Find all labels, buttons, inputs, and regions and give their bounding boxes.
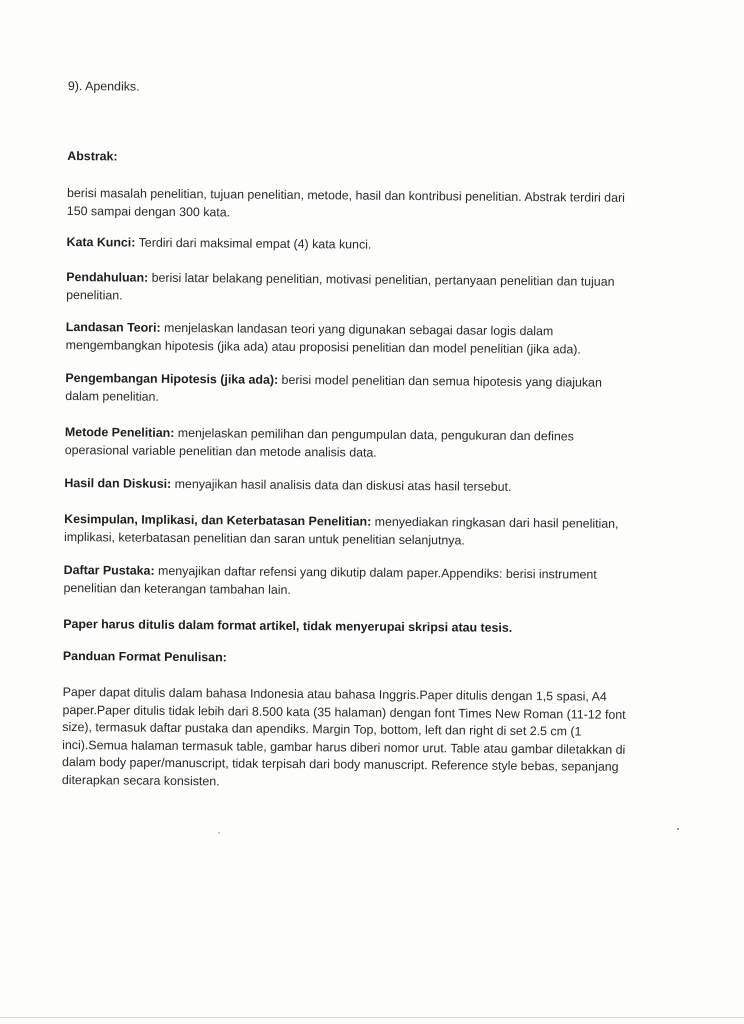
daftar-pustaka-label: Daftar Pustaka: [63,562,155,578]
landasan-teori-text: menjelaskan landasan teori yang digunakan sebagai dasar logis dalam mengembangkan hipotesis (jika ada) atau proposisi penelitian dan model penelitian (jika ada). [65,320,581,356]
metode-penelitian-label: Metode Penelitian: [64,424,175,440]
hasil-diskusi-paragraph [64,475,634,497]
abstrak-text: berisi masalah penelitian, tujuan penelitian, metode, hasil dan kontribusi penelitian. Abstrak terdiri dari 150 sampai dengan 300 kata. [66,185,625,219]
hasil-diskusi-label: Hasil dan Diskusi: [64,475,172,491]
kesimpulan-paragraph [64,511,634,551]
scan-speck [218,832,220,834]
pengembangan-hipotesis-label: Pengembangan Hipotesis (jika ada): [65,370,279,387]
kata-kunci-label: Kata Kunci: [66,234,136,250]
item-9-apendiks: 9). Apendiks. [67,78,140,94]
kesimpulan-text: menyediakan ringkasan dari hasil penelitian, implikasi, keterbatasan penelitian dan saran untuk penelitian selanjutnya. [63,514,619,547]
panduan-text: Paper dapat ditulis dalam bahasa Indonesia atau bahasa Inggris.Paper ditulis dengan 1,5 spasi, A4 paper.Paper ditulis tidak lebih dari 8.500 kata (35 halaman) dengan font Times New Roman (11-12 font size), termasuk daftar pustaka dan apendiks. Margin Top, bottom, left dan right di set 2.5 cm (1 inci).Semua halaman termasuk table, gambar harus diberi nomor urut. Table atau gambar diletakkan di dalam body paper/manuscript, tidak terpisah dari body manuscript. Reference style bebas, sepanjang diterapkan secara konsisten. [61,684,626,788]
pendahuluan-paragraph [66,269,636,309]
abstrak-heading: Abstrak: [67,148,118,164]
daftar-pustaka-text: menyajikan daftar refensi yang dikutip dalam paper.Appendiks: berisi instrument penelitian dan keterangan tambahan lain. [63,563,597,597]
kata-kunci-text: Terdiri dari maksimal empat (4) kata kunci. [138,235,372,252]
kesimpulan-label: Kesimpulan, Implikasi, dan Keterbatasan Penelitian: [64,511,372,529]
landasan-teori-label: Landasan Teori: [65,319,161,335]
document-body [61,78,638,788]
kata-kunci-paragraph [66,234,636,256]
pendahuluan-text: berisi latar belakang penelitian, motivasi penelitian, pertanyaan penelitian dan tujuan penelitian. [66,270,615,302]
scan-edge-line [0,1017,744,1018]
format-note: Paper harus ditulis dalam format artikel, tidak menyerupai skripsi atau tesis. [63,616,513,635]
pengembangan-hipotesis-paragraph [65,370,635,410]
metode-penelitian-paragraph [65,424,635,464]
scan-speck [677,828,679,830]
metode-penelitian-text: menjelaskan pemilihan dan pengumpulan data, pengukuran dan defines operasional variable penelitian dan metode analisis data. [64,425,574,460]
hasil-diskusi-text: menyajikan hasil analisis data dan diskusi atas hasil tersebut. [174,476,512,494]
daftar-pustaka-paragraph [63,562,633,602]
pendahuluan-label: Pendahuluan: [66,269,149,285]
pengembangan-hipotesis-text: berisi model penelitian dan semua hipotesis yang diajukan dalam penelitian. [65,372,602,404]
panduan-heading: Panduan Format Penulisan: [62,648,227,665]
landasan-teori-paragraph [66,319,636,359]
